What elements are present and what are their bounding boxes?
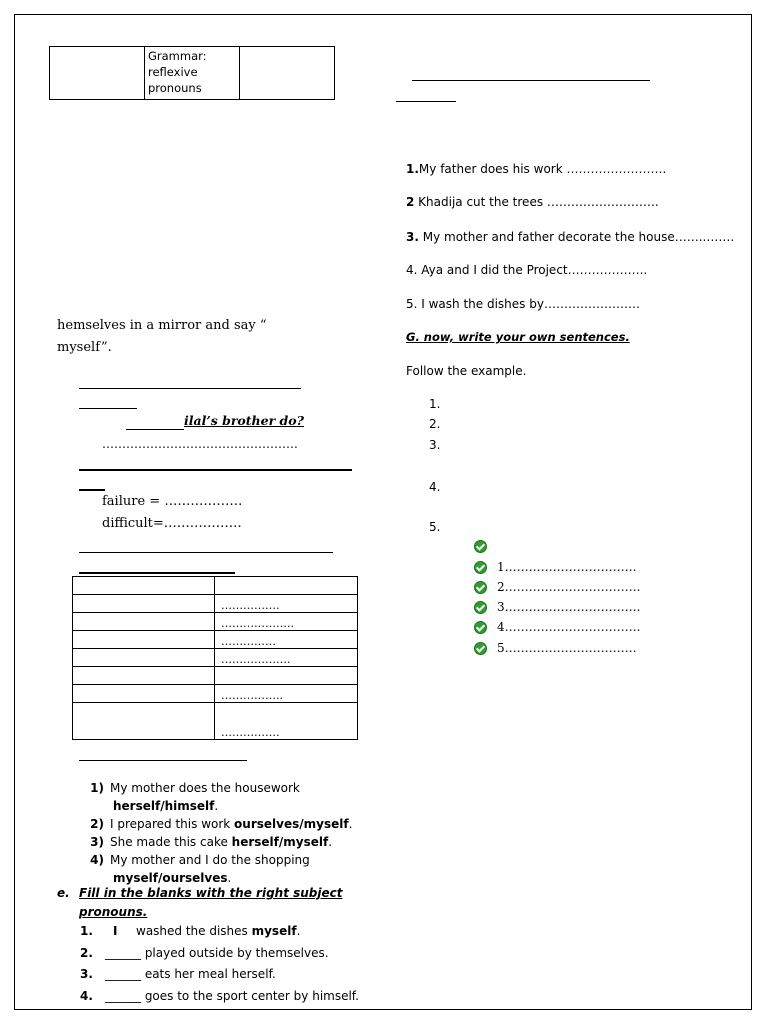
section-line-bold	[79, 469, 352, 471]
item-number: 1.	[406, 162, 419, 176]
item-subject: I	[113, 924, 118, 938]
item-number: 3.	[406, 230, 419, 244]
list-item	[82, 851, 372, 869]
item-text: eats her meal herself.	[141, 967, 276, 981]
table-cell	[73, 703, 215, 740]
table-cell: ……………	[215, 631, 358, 649]
section-line-3	[79, 760, 247, 761]
item-bold: herself/myself	[231, 835, 329, 849]
table-cell: ………………..	[215, 613, 358, 631]
check-icon	[474, 601, 487, 614]
check-icon	[474, 621, 487, 634]
item-subject: ______	[105, 988, 141, 1003]
item-text: washed the dishes	[136, 924, 252, 938]
list-item-cont	[82, 869, 372, 887]
item-text: My mother and father decorate the house……..…….	[418, 230, 735, 244]
table-cell: ……………..	[215, 685, 358, 703]
fragment-line-1: hemselves in a mirror and say “	[57, 318, 267, 333]
item-text: goes to the sport center by himself.	[141, 988, 359, 1003]
section-line-2	[79, 552, 333, 553]
item-number: 2.	[80, 945, 93, 960]
fill-list	[80, 921, 380, 1007]
item-text: My father does his work …………………….	[418, 162, 667, 176]
section-e-letter: e.	[57, 886, 70, 900]
check-line-5: 5……………………………	[497, 641, 637, 655]
list-item	[80, 986, 380, 1008]
table-row	[73, 667, 358, 685]
item-number: 1)	[90, 781, 104, 795]
question-underline	[126, 429, 184, 430]
list-item	[80, 964, 380, 986]
sentence-4: 4. Aya and I did the Project………………..	[406, 263, 648, 277]
header-cell-left	[50, 47, 145, 100]
table-cell	[73, 613, 215, 631]
table-row	[73, 577, 358, 595]
item-bold: myself/ourselves	[113, 871, 228, 885]
item-number: 3.	[80, 967, 93, 981]
item-text: I prepared this work	[110, 817, 235, 831]
section-line	[79, 388, 301, 389]
item-number: 2)	[90, 817, 104, 831]
header-table	[49, 46, 335, 100]
check-line-4: 4…………………………….	[497, 620, 641, 634]
item-number: 4.	[80, 988, 93, 1003]
table-row	[73, 631, 358, 649]
check-line-2: 2…………………………….	[497, 580, 641, 594]
item-number: 4)	[90, 853, 104, 867]
table-row	[73, 703, 358, 740]
item-text: played outside by themselves.	[141, 945, 329, 960]
table-cell: …………….	[215, 703, 358, 740]
item-bold: ourselves/myself	[234, 817, 349, 831]
list-item	[82, 815, 372, 833]
item-after: .	[227, 871, 232, 885]
check-line-3: 3…………………………….	[497, 600, 641, 614]
title-line	[412, 80, 650, 81]
item-number: 1.	[80, 924, 93, 938]
item-number: 3)	[90, 835, 104, 849]
table-row	[73, 613, 358, 631]
check-icon	[474, 581, 487, 594]
table-cell	[73, 631, 215, 649]
check-line-1: 1……………………………	[497, 560, 637, 574]
item-text: My mother and I do the shopping	[110, 853, 310, 867]
fragment-line-2: myself”.	[57, 340, 112, 355]
list-item	[82, 779, 372, 797]
sentence-1	[406, 162, 666, 176]
own-number-1: 1.	[429, 397, 441, 411]
answer-dots: ………………………………………….	[102, 437, 298, 451]
item-after: .	[348, 817, 353, 831]
item-bold: herself/himself	[113, 799, 215, 813]
table-row	[73, 649, 358, 667]
section-e-title: Fill in the blanks with the right subject	[79, 886, 343, 900]
item-bold: myself	[251, 924, 297, 938]
list-item	[82, 833, 372, 851]
table-cell	[73, 595, 215, 613]
item-after: .	[328, 835, 333, 849]
table-cell: ……………….	[215, 649, 358, 667]
table-cell	[215, 577, 358, 595]
table-cell	[215, 667, 358, 685]
item-number: 2	[406, 195, 415, 209]
list-item-cont	[82, 797, 372, 815]
check-icon	[474, 642, 487, 655]
sentence-3	[406, 230, 734, 244]
header-cell-right	[240, 47, 335, 100]
own-number-5: 5.	[429, 520, 441, 534]
item-subject: ______	[105, 967, 141, 981]
own-number-3: 3.	[429, 438, 441, 452]
table-cell: …………….	[215, 595, 358, 613]
list-item	[80, 943, 380, 965]
table-row	[73, 685, 358, 703]
question-text: ilal’s brother do?	[184, 413, 304, 428]
section-line-bold-short	[79, 489, 105, 491]
item-after: .	[214, 799, 219, 813]
item-subject: ______	[105, 945, 141, 960]
item-text: Khadija cut the trees ……………………….	[414, 195, 659, 209]
section-line-2-short	[79, 572, 235, 574]
section-g-title: G. now, write your own sentences.	[406, 330, 630, 344]
section-line-short	[79, 408, 137, 409]
check-icon	[474, 561, 487, 574]
failure-line: failure = ………………	[102, 494, 243, 509]
list-item	[80, 921, 380, 943]
words-table	[72, 576, 358, 740]
own-number-4: 4.	[429, 480, 441, 494]
table-cell	[73, 667, 215, 685]
title-line-short	[396, 101, 456, 102]
own-number-2: 2.	[429, 417, 441, 431]
choose-list	[82, 779, 372, 887]
sentence-2	[406, 195, 659, 209]
item-text: She made this cake	[110, 835, 232, 849]
table-cell	[73, 685, 215, 703]
item-after: .	[296, 924, 301, 938]
section-e-title-2: pronouns.	[79, 905, 148, 919]
follow-example: Follow the example.	[406, 364, 527, 378]
check-icon	[474, 540, 487, 553]
item-text: My mother does the housework	[110, 781, 300, 795]
difficult-line: difficult=………………	[102, 516, 242, 531]
table-row	[73, 595, 358, 613]
sentence-5: 5. I wash the dishes by……………………	[406, 297, 640, 311]
table-cell	[73, 577, 215, 595]
table-cell	[73, 649, 215, 667]
header-cell-topic: Grammar: reflexive pronouns	[145, 47, 240, 100]
